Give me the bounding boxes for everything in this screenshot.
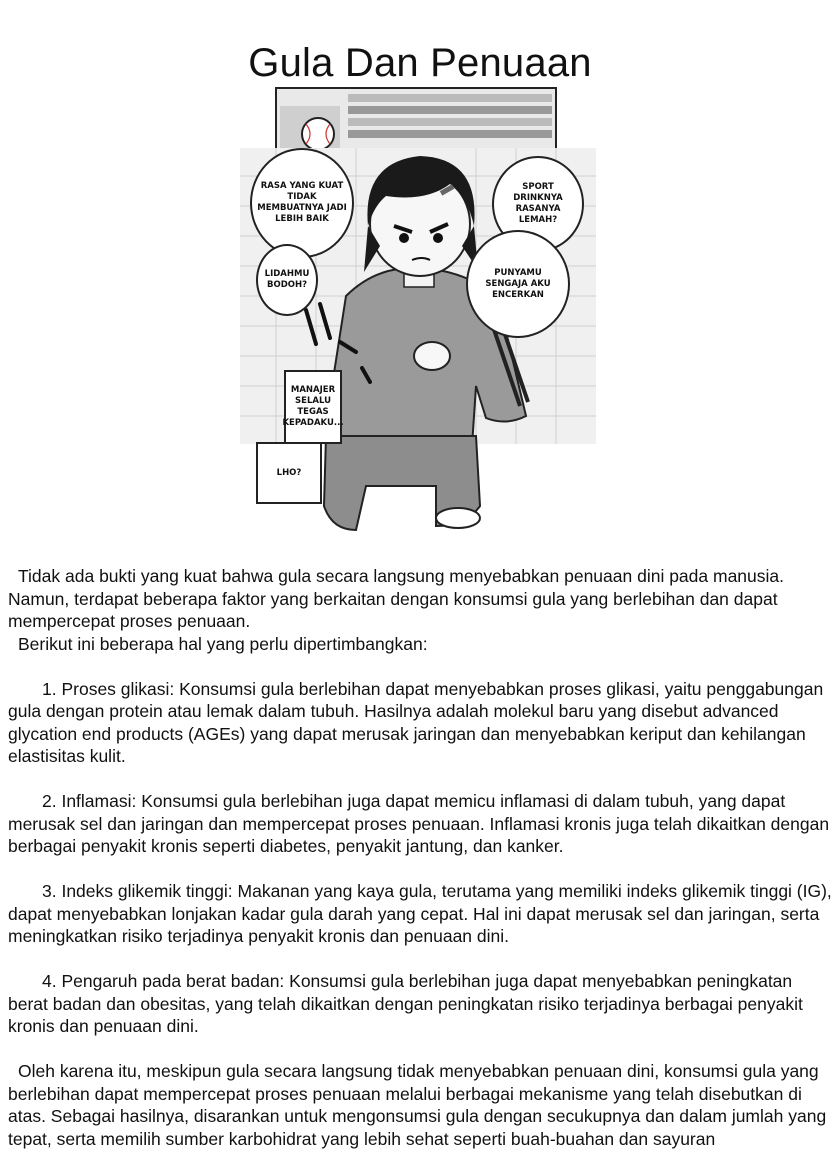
article-body [8, 565, 832, 1150]
list-item-indeks-glikemik: 3. Indeks glikemik tinggi: Makanan yang kaya gula, terutama yang memiliki indeks glikemik tinggi (IG), dapat menyebabkan lonjakan kadar gula darah yang cepat. Hal ini dapat merusak sel dan jaringan, serta meningkatkan risiko terjadinya penyakit kronis dan penuaan dini. [8, 881, 832, 946]
list-item-glikasi: 1. Proses glikasi: Konsumsi gula berlebihan dapat menyebabkan proses glikasi, yaitu penggabungan gula dengan protein atau lemak dalam tubuh. Hasilnya adalah molekul baru yang disebut advanced glycation end products (AGEs) yang dapat merusak jaringan dan menyebabkan keriput dan kehilangan elastisitas kulit. [8, 678, 824, 766]
speech-bubble-punyamu: PUNYAMU SENGAJA AKU ENCERKAN [466, 230, 570, 338]
page-title: Gula Dan Penuaan [248, 40, 592, 85]
caption-manajer: MANAJER SELALU TEGAS KEPADAKU... [284, 370, 342, 444]
list-item-inflamasi: 2. Inflamasi: Konsumsi gula berlebihan juga dapat memicu inflamasi di dalam tubuh, yang dapat merusak sel dan jaringan dan mempercepat proses penuaan. Inflamasi kronis juga telah dikaitkan dengan berbagai penyakit kronis seperti diabetes, penyakit jantung, dan kanker. [8, 791, 830, 856]
paragraph-intro: Tidak ada bukti yang kuat bahwa gula secara langsung menyebabkan penuaan dini pada manusia. Namun, terdapat beberapa faktor yang berkaitan dengan konsumsi gula yang berlebihan dan dapat mempercepat proses penuaan. [8, 566, 785, 631]
comic-illustration [236, 86, 600, 538]
paragraph-intro-list: Berikut ini beberapa hal yang perlu dipertimbangkan: [18, 633, 428, 654]
caption-lho: LHO? [256, 442, 322, 504]
list-item-berat-badan: 4. Pengaruh pada berat badan: Konsumsi gula berlebihan juga dapat menyebabkan peningkatan berat badan dan obesitas, yang telah dikaitkan dengan peningkatan risiko terjadinya berbagai penyakit kronis dan penuaan dini. [8, 971, 803, 1036]
speech-bubble-lidah: LIDAHMU BODOH? [256, 244, 318, 316]
paragraph-conclusion: Oleh karena itu, meskipun gula secara langsung tidak menyebabkan penuaan dini, konsumsi gula yang berlebihan dapat mempercepat proses penuaan melalui berbagai mekanisme yang telah disebutkan di atas. Sebagai hasilnya, disarankan untuk mengonsumsi gula dengan secukupnya dan dalam jumlah yang tepat, serta memilih sumber karbohidrat yang lebih sehat seperti buah-buahan dan sayuran [8, 1061, 827, 1149]
speech-bubble-rasa: RASA YANG KUAT TIDAK MEMBUATNYA JADI LEBIH BAIK [250, 148, 354, 258]
speech-bubble-sport: SPORT DRINKNYA RASANYA LEMAH? [492, 156, 584, 252]
